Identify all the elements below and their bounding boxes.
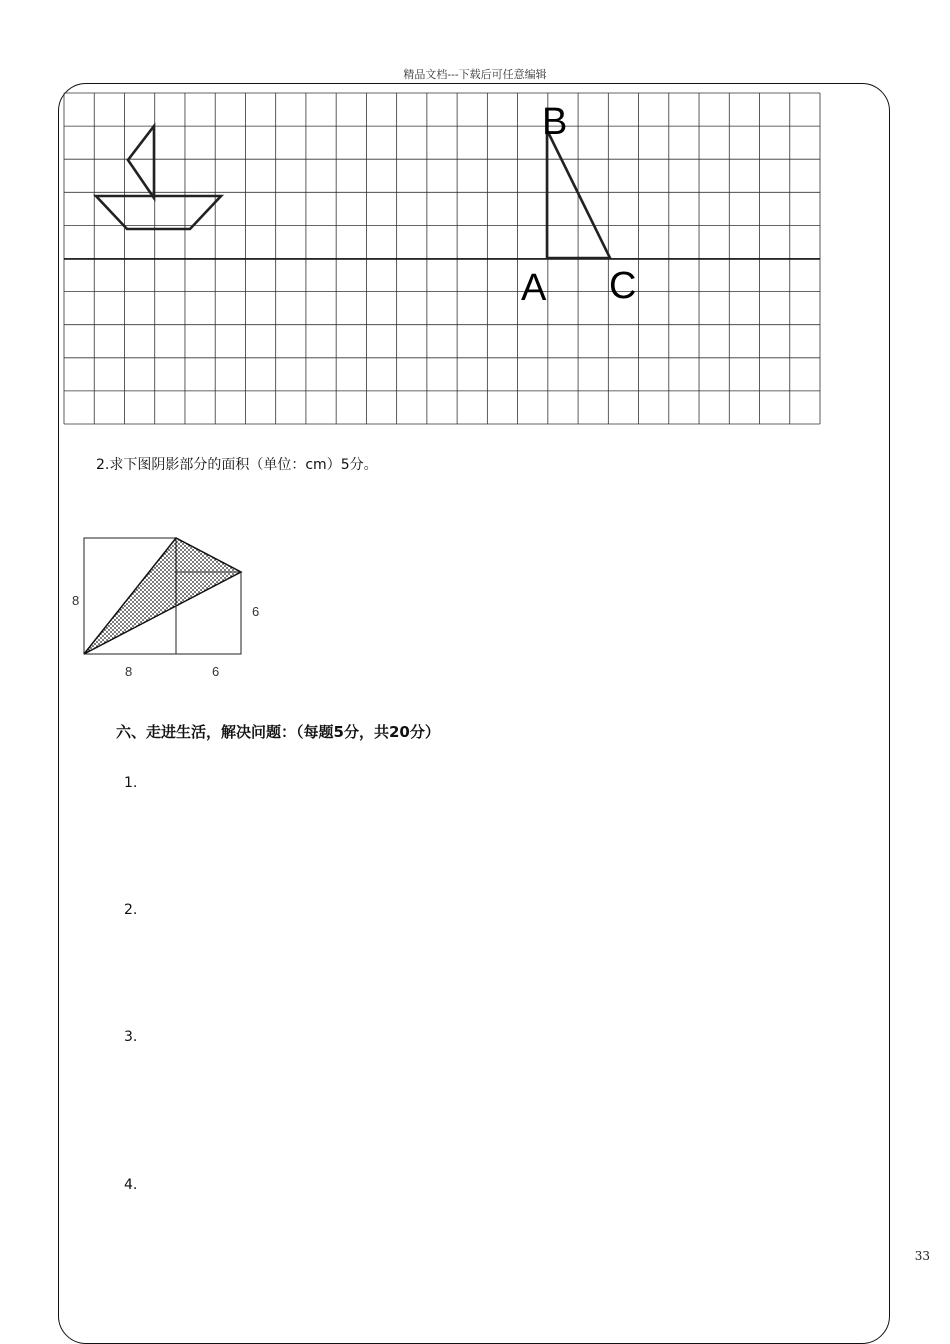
dim-bottom-right: 6 <box>212 664 220 679</box>
boat-shape <box>96 126 221 229</box>
label-a: A <box>521 267 547 309</box>
shaded-area-figure <box>60 525 290 690</box>
question-2-text: 2.求下图阴影部分的面积（单位：cm）5分。 <box>96 457 378 473</box>
page-number: 33 <box>914 1249 930 1263</box>
triangle-abc <box>547 130 610 258</box>
label-c: C <box>609 265 637 307</box>
dim-left-height: 8 <box>72 593 80 608</box>
problem-item-4: 4. <box>124 1177 138 1193</box>
section-title: 六、走进生活，解决问题：（每题5分，共20分） <box>116 723 440 741</box>
grid-figure <box>0 0 950 440</box>
problem-item-1: 1. <box>124 775 138 791</box>
shaded-triangle <box>84 538 241 654</box>
dim-right-height: 6 <box>252 604 260 619</box>
label-b: B <box>542 101 568 143</box>
dim-bottom-left: 8 <box>125 664 133 679</box>
problem-item-2: 2. <box>124 902 138 918</box>
problem-item-3: 3. <box>124 1029 138 1045</box>
header-note: 精品文档---下载后可任意编辑 <box>403 68 547 81</box>
